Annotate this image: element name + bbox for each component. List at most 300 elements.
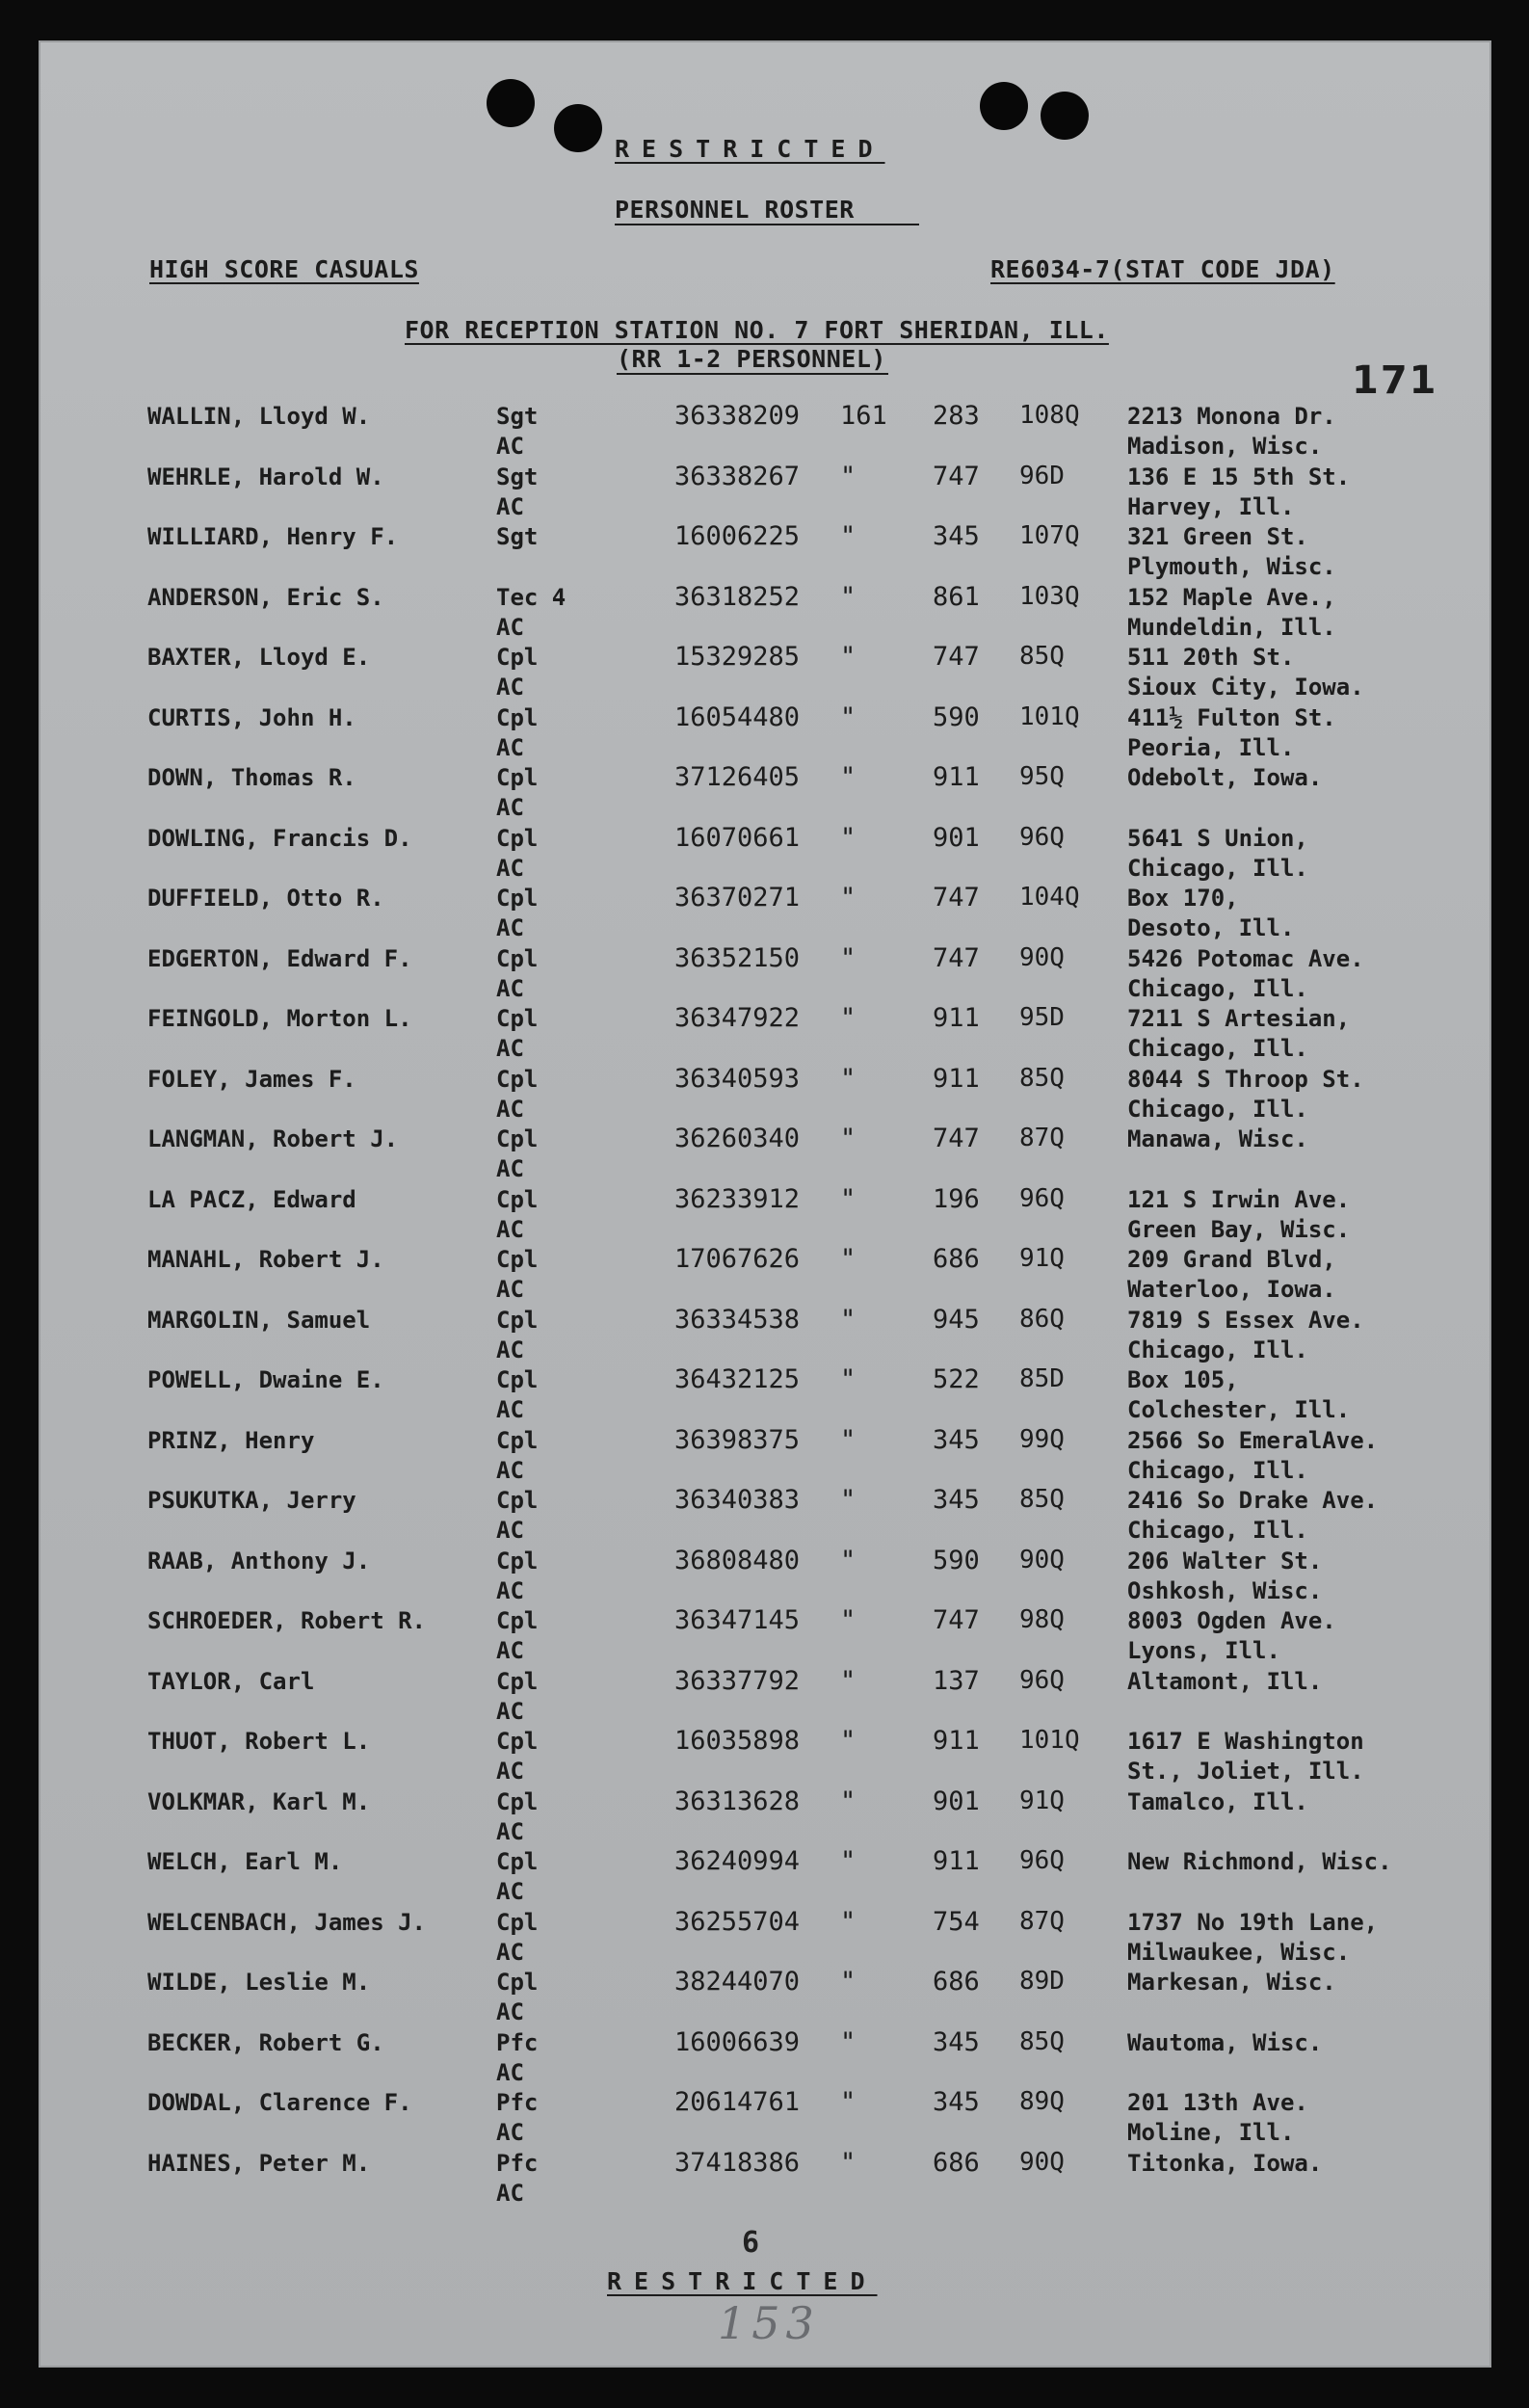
roster-address-line-2: Chicago, Ill. [1127, 1336, 1308, 1363]
roster-serial-number: 36398375 [674, 1424, 801, 1455]
roster-code-1: " [840, 762, 857, 792]
roster-address-line-1: Odebolt, Iowa. [1127, 764, 1323, 791]
roster-name: FEINGOLD, Morton L. [147, 1005, 412, 1032]
roster-name: WEHRLE, Harold W. [147, 463, 384, 490]
roster-rank: Cpl [496, 1426, 539, 1454]
page-number: 171 [1352, 358, 1438, 403]
roster-address-line-1: 2566 So EmeralAve. [1127, 1426, 1379, 1454]
roster-address-line-2: Green Bay, Wisc. [1127, 1215, 1351, 1243]
roster-address-line-2: Peoria, Ill. [1127, 733, 1295, 761]
roster-serial-number: 36340593 [674, 1063, 801, 1094]
roster-score: 91Q [1019, 1244, 1065, 1273]
roster-code-2: 747 [933, 942, 980, 973]
roster-serial-number: 16035898 [674, 1726, 801, 1756]
roster-code-1: " [840, 883, 857, 913]
roster-rank: Cpl [496, 1246, 539, 1273]
roster-rank: Cpl [496, 885, 539, 912]
roster-address-line-1: Box 105, [1127, 1366, 1239, 1393]
roster-code-2: 911 [933, 1063, 980, 1094]
roster-address-line-1: Markesan, Wisc. [1127, 1969, 1336, 1996]
roster-score: 96Q [1019, 1665, 1065, 1695]
roster-rank: Cpl [496, 1005, 539, 1032]
roster-score: 95D [1019, 1003, 1065, 1032]
table-row [0, 942, 1529, 1005]
roster-code-label: RE6034-7(STAT CODE JDA) [990, 255, 1335, 283]
roster-address-line-1: 321 Green St. [1127, 523, 1308, 550]
table-row [0, 1424, 1529, 1487]
roster-address-line-2: Chicago, Ill. [1127, 974, 1308, 1002]
roster-code-1: " [840, 642, 857, 672]
roster-name: FOLEY, James F. [147, 1065, 356, 1093]
roster-serial-number: 36352150 [674, 942, 801, 973]
roster-address-line-1: Wautoma, Wisc. [1127, 2028, 1323, 2056]
table-row [0, 1487, 1529, 1547]
roster-branch: AC [496, 1817, 524, 1845]
roster-address-line-2: Chicago, Ill. [1127, 1035, 1308, 1062]
roster-rank: Cpl [496, 1728, 539, 1755]
roster-serial-number: 36313628 [674, 1786, 801, 1816]
roster-address-line-1: 8003 Ogden Ave. [1127, 1607, 1336, 1634]
roster-address-line-2: Sioux City, Iowa. [1127, 674, 1364, 701]
table-row [0, 764, 1529, 824]
document-title: PERSONNEL ROSTER [615, 196, 855, 224]
roster-address-line-2: Oshkosh, Wisc. [1127, 1576, 1323, 1604]
roster-address-line-2: Chicago, Ill. [1127, 1517, 1308, 1544]
roster-serial-number: 36334538 [674, 1304, 801, 1335]
roster-name: WILLIARD, Henry F. [147, 523, 399, 550]
station-heading: FOR RECEPTION STATION NO. 7 FORT SHERIDAN, ILL. [405, 316, 1109, 344]
roster-score: 104Q [1019, 883, 1080, 912]
roster-code-2: 590 [933, 1545, 980, 1575]
roster-score: 95Q [1019, 762, 1065, 791]
roster-code-2: 522 [933, 1364, 980, 1394]
roster-address-line-1: 5426 Potomac Ave. [1127, 944, 1364, 972]
table-row [0, 1665, 1529, 1728]
roster-address-line-2: Chicago, Ill. [1127, 1095, 1308, 1123]
roster-address-line-1: 1617 E Washington [1127, 1728, 1364, 1755]
roster-code-2: 686 [933, 2147, 980, 2178]
table-row [0, 2147, 1529, 2210]
roster-code-2: 911 [933, 1846, 980, 1876]
roster-code-2: 345 [933, 1485, 980, 1515]
roster-code-2: 754 [933, 1906, 980, 1937]
roster-address-line-1: 121 S Irwin Ave. [1127, 1185, 1351, 1213]
roster-serial-number: 36340383 [674, 1485, 801, 1515]
roster-serial-number: 37418386 [674, 2147, 801, 2178]
roster-address-line-2: Madison, Wisc. [1127, 433, 1323, 460]
roster-code-1: " [840, 1063, 857, 1094]
roster-rank: Sgt [496, 463, 539, 490]
roster-address-line-1: New Richmond, Wisc. [1127, 1848, 1392, 1875]
roster-rank: Cpl [496, 1908, 539, 1936]
table-row [0, 1125, 1529, 1185]
roster-serial-number: 17067626 [674, 1244, 801, 1274]
roster-address-line-2: Colchester, Ill. [1127, 1396, 1351, 1423]
roster-code-1: " [840, 701, 857, 732]
station-subheading: (RR 1-2 PERSONNEL) [617, 345, 886, 373]
roster-name: WELCH, Earl M. [147, 1848, 343, 1875]
table-row [0, 1366, 1529, 1426]
roster-branch: AC [496, 1396, 524, 1423]
roster-branch: AC [496, 733, 524, 761]
roster-score: 96Q [1019, 1183, 1065, 1213]
punch-hole [554, 104, 602, 152]
roster-name: CURTIS, John H. [147, 703, 356, 731]
roster-address-line-2: Waterloo, Iowa. [1127, 1276, 1336, 1303]
roster-name: VOLKMAR, Karl M. [147, 1787, 371, 1815]
roster-serial-number: 15329285 [674, 642, 801, 672]
roster-address-line-1: 7819 S Essex Ave. [1127, 1306, 1364, 1334]
roster-group-label: HIGH SCORE CASUALS [149, 255, 419, 283]
roster-code-1: " [840, 822, 857, 853]
roster-code-1: " [840, 2087, 857, 2117]
roster-score: 90Q [1019, 2147, 1065, 2177]
roster-serial-number: 36255704 [674, 1906, 801, 1937]
roster-branch: AC [496, 2058, 524, 2086]
roster-score: 90Q [1019, 1545, 1065, 1574]
roster-branch: AC [496, 974, 524, 1002]
roster-serial-number: 37126405 [674, 762, 801, 792]
roster-code-2: 901 [933, 1786, 980, 1816]
roster-address-line-2: Chicago, Ill. [1127, 1456, 1308, 1484]
roster-address-line-1: 8044 S Throop St. [1127, 1065, 1364, 1093]
roster-name: MARGOLIN, Samuel [147, 1306, 371, 1334]
classification-header: RESTRICTED [615, 135, 885, 163]
roster-serial-number: 16054480 [674, 701, 801, 732]
roster-rank: Cpl [496, 1065, 539, 1093]
roster-code-1: " [840, 1424, 857, 1455]
roster-score: 96D [1019, 461, 1065, 490]
roster-name: BECKER, Robert G. [147, 2028, 384, 2056]
roster-code-1: " [840, 1545, 857, 1575]
table-row [0, 1005, 1529, 1065]
roster-score: 99Q [1019, 1424, 1065, 1454]
roster-address-line-2: Chicago, Ill. [1127, 854, 1308, 882]
roster-code-1: " [840, 1183, 857, 1214]
roster-serial-number: 36240994 [674, 1846, 801, 1876]
roster-rank: Cpl [496, 1607, 539, 1634]
roster-branch: AC [496, 1095, 524, 1123]
subheading-underline [617, 373, 888, 375]
roster-code-1: " [840, 1665, 857, 1696]
roster-branch: AC [496, 1215, 524, 1243]
roster-branch: AC [496, 1517, 524, 1544]
roster-code-1: " [840, 461, 857, 491]
roster-rank: Cpl [496, 1487, 539, 1514]
roster-code-2: 911 [933, 1003, 980, 1033]
roster-serial-number: 36370271 [674, 883, 801, 913]
roster-branch: AC [496, 1697, 524, 1725]
punch-hole [980, 82, 1028, 130]
roster-code-1: " [840, 942, 857, 973]
roster-address-line-1: 1737 No 19th Lane, [1127, 1908, 1379, 1936]
roster-address-line-1: Manawa, Wisc. [1127, 1125, 1308, 1152]
roster-address-line-1: Tamalco, Ill. [1127, 1787, 1308, 1815]
roster-name: ANDERSON, Eric S. [147, 583, 384, 611]
roster-address-line-2: Lyons, Ill. [1127, 1637, 1280, 1664]
roster-rank: Cpl [496, 1848, 539, 1875]
roster-code-1: " [840, 1304, 857, 1335]
roster-score: 85Q [1019, 2026, 1065, 2056]
roster-branch: AC [496, 1998, 524, 2025]
roster-score: 103Q [1019, 581, 1080, 611]
handwritten-number: 153 [718, 2297, 820, 2349]
roster-rank: Cpl [496, 944, 539, 972]
roster-serial-number: 36808480 [674, 1545, 801, 1575]
roster-rank: Sgt [496, 523, 539, 550]
roster-address-line-1: Titonka, Iowa. [1127, 2149, 1323, 2177]
roster-rank: Cpl [496, 703, 539, 731]
roster-address-line-2: St., Joliet, Ill. [1127, 1758, 1364, 1785]
roster-code-2: 945 [933, 1304, 980, 1335]
table-row [0, 822, 1529, 885]
roster-score: 98Q [1019, 1605, 1065, 1634]
roster-score: 85Q [1019, 1485, 1065, 1514]
roster-code-2: 747 [933, 1605, 980, 1635]
roster-name: PSUKUTKA, Jerry [147, 1487, 356, 1514]
roster-code-1: " [840, 1124, 857, 1153]
roster-code-1: " [840, 1605, 857, 1635]
roster-score: 108Q [1019, 401, 1080, 430]
roster-code-2: 861 [933, 581, 980, 612]
roster-branch: AC [496, 1336, 524, 1363]
roster-rank: Pfc [496, 2149, 539, 2177]
roster-branch: AC [496, 1576, 524, 1604]
roster-branch: AC [496, 674, 524, 701]
roster-branch: AC [496, 433, 524, 460]
roster-code-2: 590 [933, 701, 980, 732]
roster-name: TAYLOR, Carl [147, 1667, 315, 1695]
roster-branch: AC [496, 854, 524, 882]
roster-address-line-2: Moline, Ill. [1127, 2119, 1295, 2146]
roster-score: 101Q [1019, 701, 1080, 731]
roster-address-line-2: Milwaukee, Wisc. [1127, 1938, 1351, 1966]
roster-branch: AC [496, 492, 524, 520]
footer-mark: 6 [742, 2226, 760, 2260]
roster-score: 87Q [1019, 1906, 1065, 1936]
table-row [0, 1545, 1529, 1607]
roster-branch: AC [496, 2119, 524, 2146]
table-row [0, 2089, 1529, 2149]
roster-rank: Cpl [496, 1306, 539, 1334]
roster-serial-number: 36337792 [674, 1665, 801, 1696]
roster-code-2: 283 [933, 401, 980, 431]
roster-serial-number: 36318252 [674, 581, 801, 612]
roster-code-1: " [840, 1967, 857, 1997]
roster-name: SCHROEDER, Robert R. [147, 1607, 426, 1634]
roster-code-1: " [840, 2026, 857, 2057]
roster-name: BAXTER, Lloyd E. [147, 644, 371, 671]
roster-name: DUFFIELD, Otto R. [147, 885, 384, 912]
roster-code-2: 901 [933, 822, 980, 853]
roster-code-1: " [840, 1726, 857, 1756]
punch-hole [487, 79, 535, 127]
roster-branch: AC [496, 613, 524, 641]
roster-code-2: 345 [933, 2087, 980, 2117]
roster-code-2: 747 [933, 642, 980, 672]
roster-code-1: " [840, 1244, 857, 1274]
roster-name: THUOT, Robert L. [147, 1728, 371, 1755]
table-row [0, 1848, 1529, 1908]
roster-serial-number: 36347922 [674, 1003, 801, 1033]
roster-code-1: " [840, 1786, 857, 1816]
table-row [0, 1063, 1529, 1125]
roster-score: 107Q [1019, 521, 1080, 550]
roster-score: 86Q [1019, 1304, 1065, 1334]
roster-address-line-1: 201 13th Ave. [1127, 2089, 1308, 2116]
table-row [0, 403, 1529, 463]
roster-address-line-2: Plymouth, Wisc. [1127, 553, 1336, 580]
roster-code-1: " [840, 1364, 857, 1394]
roster-code-2: 747 [933, 461, 980, 491]
roster-code-2: 345 [933, 1424, 980, 1455]
roster-code-2: 196 [933, 1183, 980, 1214]
roster-code-2: 911 [933, 762, 980, 792]
roster-code-2: 345 [933, 2026, 980, 2057]
roster-rank: Cpl [496, 1366, 539, 1393]
roster-code-2: 137 [933, 1665, 980, 1696]
table-row [0, 463, 1529, 523]
classification-footer: RESTRICTED [607, 2267, 878, 2295]
roster-rank: Tec 4 [496, 583, 567, 611]
roster-name: MANAHL, Robert J. [147, 1246, 384, 1273]
roster-address-line-2: Harvey, Ill. [1127, 492, 1295, 520]
roster-address-line-1: 209 Grand Blvd, [1127, 1246, 1336, 1273]
roster-rank: Cpl [496, 824, 539, 852]
roster-rank: Sgt [496, 403, 539, 430]
roster-rank: Cpl [496, 1787, 539, 1815]
roster-name: LANGMAN, Robert J. [147, 1125, 399, 1152]
roster-score: 90Q [1019, 942, 1065, 972]
roster-code-1: " [840, 521, 857, 551]
title-underline [615, 224, 919, 225]
roster-score: 91Q [1019, 1786, 1065, 1815]
table-row [0, 1183, 1529, 1246]
roster-rank: Cpl [496, 1185, 539, 1213]
roster-rank: Cpl [496, 1547, 539, 1574]
punch-hole [1041, 92, 1089, 140]
roster-serial-number: 16006225 [674, 521, 801, 551]
roster-branch: AC [496, 2179, 524, 2207]
roster-name: POWELL, Dwaine E. [147, 1366, 384, 1393]
roster-address-line-1: Box 170, [1127, 885, 1239, 912]
roster-rank: Cpl [496, 1125, 539, 1152]
table-row [0, 1906, 1529, 1969]
roster-code-2: 686 [933, 1967, 980, 1997]
roster-address-line-2: Desoto, Ill. [1127, 914, 1295, 941]
roster-code-1: " [840, 2147, 857, 2178]
table-row [0, 581, 1529, 644]
roster-address-line-1: 136 E 15 5th St. [1127, 463, 1351, 490]
roster-rank: Pfc [496, 2028, 539, 2056]
roster-branch: AC [496, 914, 524, 941]
roster-code-2: 345 [933, 521, 980, 551]
roster-code-2: 747 [933, 1124, 980, 1153]
roster-branch: AC [496, 1276, 524, 1303]
roster-code-1: " [840, 1485, 857, 1515]
roster-name: LA PACZ, Edward [147, 1185, 356, 1213]
roster-code-2: 686 [933, 1244, 980, 1274]
roster-serial-number: 16070661 [674, 822, 801, 853]
roster-serial-number: 38244070 [674, 1967, 801, 1997]
table-row [0, 1969, 1529, 2028]
roster-serial-number: 20614761 [674, 2087, 801, 2117]
table-row [0, 1246, 1529, 1306]
roster-code-1: " [840, 1846, 857, 1876]
roster-branch: AC [496, 1637, 524, 1664]
roster-branch: AC [496, 794, 524, 821]
roster-name: PRINZ, Henry [147, 1426, 315, 1454]
roster-serial-number: 36338267 [674, 461, 801, 491]
roster-name: DOWDAL, Clarence F. [147, 2089, 412, 2116]
roster-score: 96Q [1019, 822, 1065, 852]
roster-name: HAINES, Peter M. [147, 2149, 371, 2177]
roster-code-1: " [840, 581, 857, 612]
roster-rank: Cpl [496, 764, 539, 791]
table-row [0, 2026, 1529, 2089]
roster-address-line-1: 206 Walter St. [1127, 1547, 1323, 1574]
roster-serial-number: 16006639 [674, 2026, 801, 2057]
roster-name: DOWLING, Francis D. [147, 824, 412, 852]
roster-score: 85Q [1019, 642, 1065, 671]
roster-branch: AC [496, 1456, 524, 1484]
roster-rank: Cpl [496, 1667, 539, 1695]
table-row [0, 644, 1529, 703]
roster-name: WALLIN, Lloyd W. [147, 403, 371, 430]
table-row [0, 701, 1529, 764]
roster-rank: Cpl [496, 1969, 539, 1996]
roster-name: DOWN, Thomas R. [147, 764, 356, 791]
table-row [0, 523, 1529, 583]
roster-code-2: 911 [933, 1726, 980, 1756]
roster-address-line-1: 2416 So Drake Ave. [1127, 1487, 1379, 1514]
roster-address-line-1: 5641 S Union, [1127, 824, 1308, 852]
roster-address-line-1: 2213 Monona Dr. [1127, 403, 1336, 430]
roster-name: RAAB, Anthony J. [147, 1547, 371, 1574]
roster-address-line-2: Mundeldin, Ill. [1127, 613, 1336, 641]
roster-score: 89D [1019, 1967, 1065, 1996]
roster-code-1: 161 [840, 401, 887, 431]
roster-score: 101Q [1019, 1726, 1080, 1755]
roster-score: 87Q [1019, 1124, 1065, 1152]
roster-code-1: " [840, 1003, 857, 1033]
roster-branch: AC [496, 1938, 524, 1966]
roster-address-line-1: 152 Maple Ave., [1127, 583, 1336, 611]
roster-branch: AC [496, 1035, 524, 1062]
roster-name: WELCENBACH, James J. [147, 1908, 426, 1936]
roster-score: 96Q [1019, 1846, 1065, 1875]
roster-serial-number: 36233912 [674, 1183, 801, 1214]
roster-serial-number: 36432125 [674, 1364, 801, 1394]
roster-code-2: 747 [933, 883, 980, 913]
table-row [0, 885, 1529, 944]
roster-code-1: " [840, 1906, 857, 1937]
roster-address-line-1: 411½ Fulton St. [1127, 703, 1336, 731]
roster-score: 85D [1019, 1364, 1065, 1393]
roster-score: 85Q [1019, 1063, 1065, 1093]
table-row [0, 1728, 1529, 1787]
roster-serial-number: 36347145 [674, 1605, 801, 1635]
roster-name: EDGERTON, Edward F. [147, 944, 412, 972]
table-row [0, 1607, 1529, 1667]
roster-branch: AC [496, 1155, 524, 1182]
roster-address-line-1: 511 20th St. [1127, 644, 1295, 671]
roster-address-line-1: Altamont, Ill. [1127, 1667, 1323, 1695]
roster-branch: AC [496, 1878, 524, 1905]
roster-rank: Cpl [496, 644, 539, 671]
roster-address-line-1: 7211 S Artesian, [1127, 1005, 1351, 1032]
roster-name: WILDE, Leslie M. [147, 1969, 371, 1996]
